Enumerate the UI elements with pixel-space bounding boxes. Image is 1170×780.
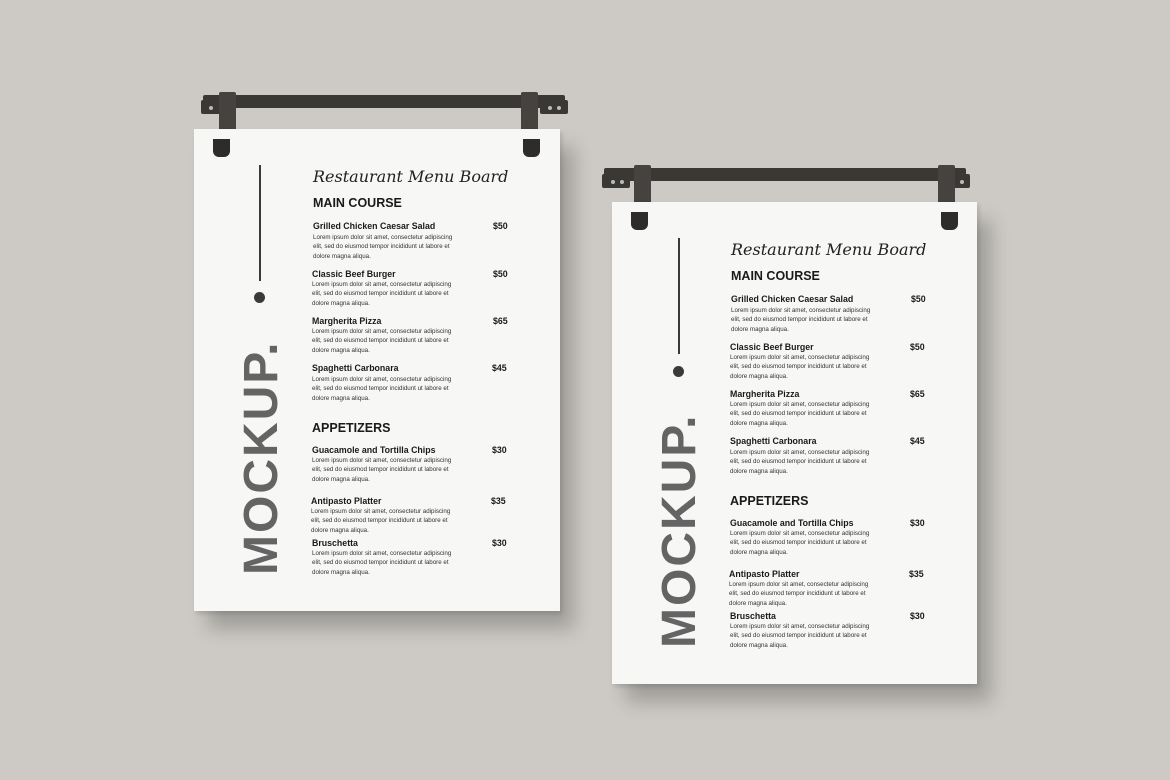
mockup-watermark: MOCKUP. bbox=[653, 413, 706, 648]
section-heading-appetizers: APPETIZERS bbox=[730, 494, 809, 508]
clip-left bbox=[213, 139, 230, 157]
clip-right bbox=[523, 139, 540, 157]
clip-left bbox=[631, 212, 648, 230]
section-heading-appetizers: APPETIZERS bbox=[312, 421, 391, 435]
menu-title: Restaurant Menu Board bbox=[313, 167, 509, 186]
decorative-dot bbox=[673, 366, 684, 377]
decorative-line bbox=[259, 165, 261, 281]
clip-right bbox=[941, 212, 958, 230]
menu-board-left: MOCKUP. Restaurant Menu Board MAIN COURSE Grilled Chicken Caesar Salad $50 Lorem ipsum dolor sit amet, consectetur adipiscing elit, sed do eiusmod tempor incididunt ut labore et dolore magna aliqua. Classic Beef Burger $50 Lorem ipsum dolor sit amet, consectetur adipiscing elit, sed do eiusmod tempor incididunt ut labore et dolore magna aliqua. Margherita Pizza $65 Lorem ipsum dolor sit amet, consectetur adipiscing elit, sed do eiusmod tempor incididunt ut labore et dolore magna aliqua. Spaghetti Carbonara $45 Lorem ipsum dolor sit amet, consectetur adipiscing elit, sed do eiusmod tempor incididunt ut labore et dolore magna aliqua. APPETIZERS Guacamole and Tortilla Chips $30 Lorem ipsum dolor sit amet, consectetur adipiscing elit, sed do eiusmod tempor incididunt ut labore et dolore magna aliqua. Antipasto Platter $35 Lorem ipsum dolor sit amet, consectetur adipiscing elit, sed do eiusmod tempor incididunt ut labore et dolore magna aliqua. Bruschetta $30 Lorem ipsum dolor sit amet, consectetur adipiscing elit, sed do eiusmod tempor incididunt ut labore et dolore magna aliqua. bbox=[194, 129, 560, 611]
section-heading-main-course: MAIN COURSE bbox=[731, 269, 820, 283]
menu-title: Restaurant Menu Board bbox=[731, 240, 927, 259]
section-heading-main-course: MAIN COURSE bbox=[313, 196, 402, 210]
menu-board-right: MOCKUP. Restaurant Menu Board MAIN COURSE Grilled Chicken Caesar Salad $50 Lorem ipsum dolor sit amet, consectetur adipiscing elit, sed do eiusmod tempor incididunt ut labore et dolore magna aliqua. Classic Beef Burger $50 Lorem ipsum dolor sit amet, consectetur adipiscing elit, sed do eiusmod tempor incididunt ut labore et dolore magna aliqua. Margherita Pizza $65 Lorem ipsum dolor sit amet, consectetur adipiscing elit, sed do eiusmod tempor incididunt ut labore et dolore magna aliqua. Spaghetti Carbonara $45 Lorem ipsum dolor sit amet, consectetur adipiscing elit, sed do eiusmod tempor incididunt ut labore et dolore magna aliqua. APPETIZERS Guacamole and Tortilla Chips $30 Lorem ipsum dolor sit amet, consectetur adipiscing elit, sed do eiusmod tempor incididunt ut labore et dolore magna aliqua. Antipasto Platter $35 Lorem ipsum dolor sit amet, consectetur adipiscing elit, sed do eiusmod tempor incididunt ut labore et dolore magna aliqua. Bruschetta $30 Lorem ipsum dolor sit amet, consectetur adipiscing elit, sed do eiusmod tempor incididunt ut labore et dolore magna aliqua. bbox=[612, 202, 977, 684]
decorative-line bbox=[678, 238, 680, 354]
decorative-dot bbox=[254, 292, 265, 303]
mockup-watermark: MOCKUP. bbox=[235, 340, 288, 575]
